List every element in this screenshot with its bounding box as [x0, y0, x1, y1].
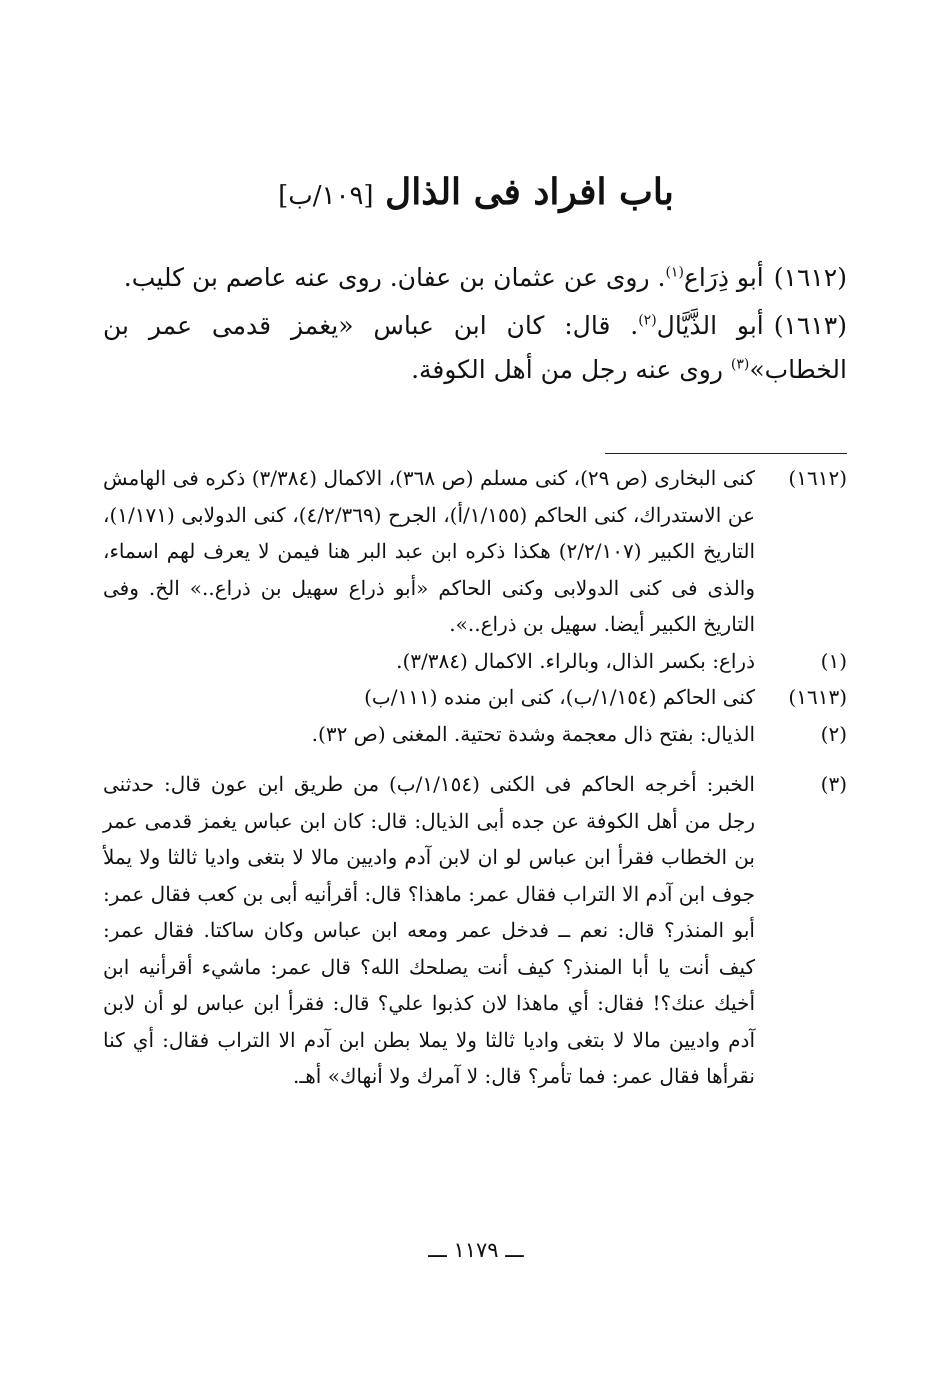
chapter-heading — [100, 166, 852, 222]
footnote-1 — [103, 643, 847, 680]
footnote-label: (٢) — [820, 721, 847, 746]
footnote-3 — [103, 766, 847, 1095]
footnote-label: (١) — [820, 648, 847, 673]
footnote-text: الخبر: أخرجه الحاكم فى الكنى (١/١٥٤/ب) من طريق ابن عون قال: حدثنى رجل من أهل الكوفة عن جده أبى الذيال: قال: كان ابن عباس يغمز قدمى عمر بن الخطاب فقرأ ابن عباس لو ان لابن آدم واديين مالا لا بتغى واديا ثالثا ولا يملأ جوف ابن آدم الا التراب فقال عمر: ماهذا؟ قال: أقرأنيه أبى بن كعب فقال عمر: أبو المنذر؟ قال: نعم ــ فدخل عمر ومعه ابن عباس وكان ساكتا. فقال عمر: كيف أنت يا أبا المنذر؟ كيف أنت يصلحك الله؟ قال عمر: ماشيء أقرأنيه ابن أخيك عنك؟! فقال: أي ماهذا لان كذبوا علي؟ قال: فقرأ ابن عباس لو أن لابن آدم واديين مالا لا بتغى واديا ثالثا ولا يملا بطن ابن آدم الا التراب فقال: أي كنا نقرأها فقال عمر: فما تأمر؟ قال: لا آمرك ولا أنهاك» أهـ. — [103, 772, 755, 1088]
footnote-marker: (٣) — [730, 356, 750, 373]
footnote-1612 — [103, 460, 847, 643]
footnote-text: ذراع: بكسر الذال، وبالراء. الاكمال (٣/٣٨٤). — [396, 648, 755, 673]
footnote-marker: (١) — [665, 264, 684, 281]
entry-text: . قال: كان ابن عباس «يغمز قدمى عمر بن الخطاب» — [103, 311, 847, 384]
page-number: ـــ ١١٧٩ ـــ — [428, 1238, 524, 1262]
footnotes-section — [103, 460, 847, 1095]
footnote-text: الذيال: بفتح ذال معجمة وشدة تحتية. المغنى (ص ٣٢). — [311, 721, 755, 746]
manuscript-folio-ref: [١٠٩/ب] — [278, 181, 374, 211]
entry-text: . روى عن عثمان بن عفان. روى عنه عاصم بن كليب. — [123, 263, 666, 292]
footnote-label: (٣) — [820, 772, 847, 796]
chapter-title: باب افراد فى الذال — [385, 171, 674, 213]
footnote-text: كنى الحاكم (١/١٥٤/ب)، كنى ابن منده (١١١/ب) — [364, 685, 755, 709]
entry-number: (١٦١٢) — [773, 263, 847, 292]
footnote-2 — [103, 716, 847, 753]
entry-number: (١٦١٣) — [773, 311, 847, 340]
entry-text: روى عنه رجل من أهل الكوفة. — [411, 355, 731, 384]
entry-1613 — [103, 304, 847, 392]
entry-name: أبو ذِرَاع — [683, 263, 764, 292]
footnote-label: (١٦١٣) — [788, 685, 847, 709]
entry-name: أبو الذَّيَّال — [656, 311, 764, 340]
entries-section — [103, 256, 847, 396]
footnote-1613 — [103, 679, 847, 716]
footnote-divider — [605, 453, 847, 454]
footnote-text: كنى البخارى (ص ٢٩)، كنى مسلم (ص ٣٦٨)، الاكمال (٣/٣٨٤) ذكره فى الهامش عن الاستدراك، كنى الحاكم (١/١٥٥/أ)، الجرح (٤/٢/٣٦٩)، كنى الدولابى (١/١٧١)، التاريخ الكبير (٢/٢/١٠٧) هكذا ذكره ابن عبد البر هنا فيمن لا يعرف لهم اسماء، والذى فى كنى الدولابى وكنى الحاكم «أبو ذراع سهيل بن ذراع..» الخ. وفى التاريخ الكبير أيضا. سهيل بن ذراع..». — [103, 466, 756, 636]
entry-1612 — [103, 256, 847, 300]
footnote-marker: (٢) — [638, 312, 657, 329]
footnote-label: (١٦١٢) — [788, 466, 847, 490]
